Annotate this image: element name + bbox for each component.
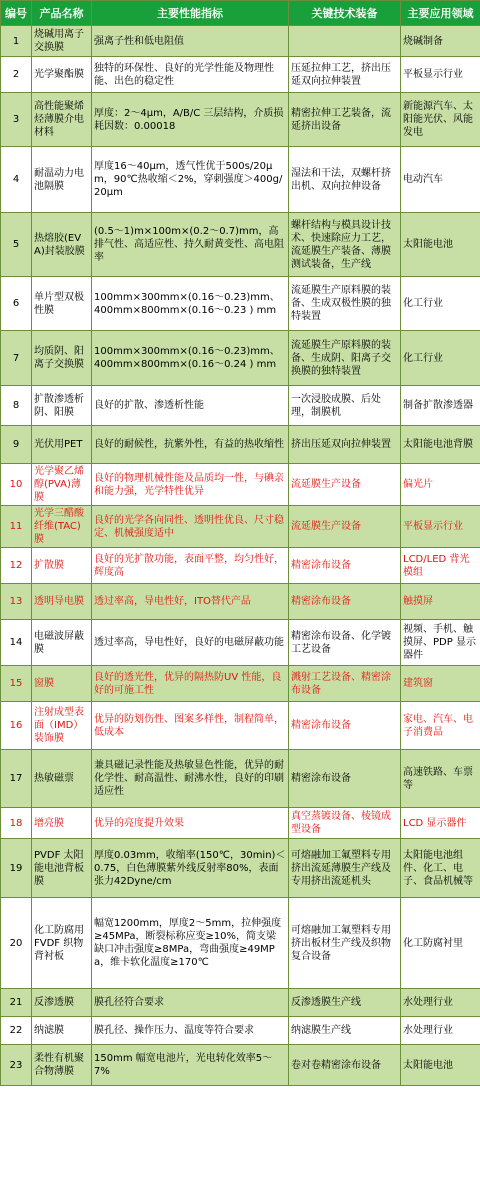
- table-header-row: [1, 1, 480, 26]
- cell-product-name: 光伏用PET: [32, 426, 92, 464]
- table-row: [1, 548, 480, 584]
- cell-performance: 良好的扩散、渗透析性能: [92, 386, 289, 426]
- cell-application: 烧碱制备: [401, 26, 480, 57]
- header-performance: 主要性能指标: [92, 1, 289, 26]
- cell-equipment: 一次浸胶成膜、后处理，制膜机: [289, 386, 401, 426]
- cell-application: 新能源汽车、太阳能光伏、风能发电: [401, 93, 480, 147]
- cell-performance: 100mm×300mm×(0.16～0.23)mm、400mm×800mm×(0.16～0.23 ) mm: [92, 277, 289, 331]
- table-row: [1, 93, 480, 147]
- cell-application: 化工防腐衬里: [401, 898, 480, 989]
- cell-product-name: 纳滤膜: [32, 1017, 92, 1045]
- table-row: [1, 666, 480, 702]
- cell-product-name: 电磁波屏蔽膜: [32, 620, 92, 666]
- cell-row-number: 12: [1, 548, 32, 584]
- cell-product-name: 高性能聚烯烃薄膜介电材料: [32, 93, 92, 147]
- cell-equipment: 纳滤膜生产线: [289, 1017, 401, 1045]
- cell-performance: 膜孔径符合要求: [92, 989, 289, 1017]
- table-row: [1, 277, 480, 331]
- cell-performance: 透过率高，导电性好，良好的电磁屏蔽功能: [92, 620, 289, 666]
- cell-equipment: 可熔融加工氟塑料专用挤出流延薄膜生产线及专用挤出流延机头: [289, 839, 401, 898]
- cell-row-number: 3: [1, 93, 32, 147]
- table-row: [1, 702, 480, 750]
- cell-row-number: 13: [1, 584, 32, 620]
- cell-row-number: 6: [1, 277, 32, 331]
- cell-performance: (0.5～1)m×100m×(0.2～0.7)mm，高排气性、高适应性、持久耐黄变性、高电阻率: [92, 213, 289, 277]
- cell-row-number: 5: [1, 213, 32, 277]
- cell-application: 制备扩散渗透器: [401, 386, 480, 426]
- cell-equipment: 反渗透膜生产线: [289, 989, 401, 1017]
- cell-application: 水处理行业: [401, 989, 480, 1017]
- cell-application: 家电、汽车、电子消费品: [401, 702, 480, 750]
- cell-equipment: 精密涂布设备: [289, 584, 401, 620]
- cell-equipment: 挤出压延双向拉伸装置: [289, 426, 401, 464]
- cell-product-name: 注射成型表面（IMD）装饰膜: [32, 702, 92, 750]
- cell-equipment: 湿法和干法，双螺杆挤出机、双向拉伸设备: [289, 147, 401, 213]
- cell-row-number: 8: [1, 386, 32, 426]
- cell-performance: 透过率高，导电性好，ITO替代产品: [92, 584, 289, 620]
- cell-row-number: 1: [1, 26, 32, 57]
- cell-product-name: PVDF 太阳能电池背板膜: [32, 839, 92, 898]
- cell-performance: 厚度0.03mm，收缩率(150℃，30min)＜0.75，白色薄膜紫外线反射率80%，表面张力42Dyne/cm: [92, 839, 289, 898]
- cell-application: 高速铁路、车票等: [401, 750, 480, 808]
- cell-application: 视频、手机、触摸屏、PDP 显示器件: [401, 620, 480, 666]
- table-row: [1, 464, 480, 506]
- table-row: [1, 620, 480, 666]
- cell-performance: 良好的光扩散功能，表面平整，均匀性好，辉度高: [92, 548, 289, 584]
- cell-row-number: 19: [1, 839, 32, 898]
- cell-row-number: 4: [1, 147, 32, 213]
- cell-application: 太阳能电池: [401, 1045, 480, 1086]
- cell-equipment: 可熔融加工氟塑料专用挤出板材生产线及织物复合设备: [289, 898, 401, 989]
- table-row: [1, 57, 480, 93]
- cell-equipment: [289, 26, 401, 57]
- cell-row-number: 15: [1, 666, 32, 702]
- cell-product-name: 光学三醋酸纤维(TAC)膜: [32, 506, 92, 548]
- cell-product-name: 扩散渗透析阴、阳膜: [32, 386, 92, 426]
- cell-performance: 强离子性和低电阻值: [92, 26, 289, 57]
- cell-application: 电动汽车: [401, 147, 480, 213]
- table-row: [1, 386, 480, 426]
- cell-product-name: 扩散膜: [32, 548, 92, 584]
- cell-product-name: 均质阴、阳离子交换膜: [32, 331, 92, 386]
- header-number: 编号: [1, 1, 32, 26]
- cell-product-name: 热熔胶(EVA)封装胶膜: [32, 213, 92, 277]
- cell-application: 触摸屏: [401, 584, 480, 620]
- cell-equipment: 流延膜生产设备: [289, 464, 401, 506]
- cell-equipment: 卷对卷精密涂布设备: [289, 1045, 401, 1086]
- table-row: [1, 147, 480, 213]
- cell-row-number: 21: [1, 989, 32, 1017]
- cell-equipment: 流延膜生产原料膜的装备、生成阴、阳离子交换膜的独特装置: [289, 331, 401, 386]
- cell-application: 建筑窗: [401, 666, 480, 702]
- cell-product-name: 化工防腐用 FVDF 织物背衬板: [32, 898, 92, 989]
- cell-performance: 幅宽1200mm，厚度2～5mm，拉伸强度≥45MPa，断裂标称应变≥10%，简支梁缺口冲击强度≥8MPa，弯曲强度≥49MPa，维卡软化温度≥170℃: [92, 898, 289, 989]
- header-equipment: 关键技术装备: [289, 1, 401, 26]
- cell-equipment: 螺杆结构与模具设计技术、快速除应力工艺，流延膜生产装备、薄膜测试装备，生产线: [289, 213, 401, 277]
- cell-application: LCD/LED 背光模组: [401, 548, 480, 584]
- table-row: [1, 26, 480, 57]
- cell-performance: 膜孔径、操作压力、温度等符合要求: [92, 1017, 289, 1045]
- cell-row-number: 23: [1, 1045, 32, 1086]
- cell-product-name: 增亮膜: [32, 808, 92, 839]
- cell-equipment: 精密涂布设备: [289, 750, 401, 808]
- table-row: [1, 839, 480, 898]
- cell-product-name: 热敏磁票: [32, 750, 92, 808]
- cell-performance: 150mm 幅宽电池片，光电转化效率5～7%: [92, 1045, 289, 1086]
- cell-equipment: 精密涂布设备、化学镀工艺设备: [289, 620, 401, 666]
- table-row: [1, 506, 480, 548]
- cell-row-number: 7: [1, 331, 32, 386]
- cell-row-number: 17: [1, 750, 32, 808]
- cell-product-name: 反渗透膜: [32, 989, 92, 1017]
- table-row: [1, 989, 480, 1017]
- cell-product-name: 光学聚乙烯醇(PVA)薄膜: [32, 464, 92, 506]
- table-body: [1, 26, 480, 1086]
- cell-equipment: 流延膜生产原料膜的装备、生成双极性膜的独特装置: [289, 277, 401, 331]
- cell-performance: 优异的防划伤性、图案多样性，制程简单，低成本: [92, 702, 289, 750]
- cell-row-number: 2: [1, 57, 32, 93]
- cell-product-name: 光学聚酯膜: [32, 57, 92, 93]
- cell-row-number: 16: [1, 702, 32, 750]
- cell-equipment: 溅射工艺设备、精密涂布设备: [289, 666, 401, 702]
- cell-performance: 厚度：2～4μm，A/B/C 三层结构，介质损耗因数：0.00018: [92, 93, 289, 147]
- cell-equipment: 压延拉伸工艺，挤出压延双向拉伸装置: [289, 57, 401, 93]
- cell-application: 水处理行业: [401, 1017, 480, 1045]
- cell-equipment: 真空蒸镀设备、棱镜成型设备: [289, 808, 401, 839]
- cell-product-name: 窗膜: [32, 666, 92, 702]
- cell-performance: 厚度16～40μm，透气性优于500s/20μm，90℃热收缩＜2%，穿刺强度＞400g/20μm: [92, 147, 289, 213]
- table-row: [1, 213, 480, 277]
- cell-row-number: 22: [1, 1017, 32, 1045]
- table-row: [1, 1017, 480, 1045]
- table-row: [1, 426, 480, 464]
- cell-application: 太阳能电池背膜: [401, 426, 480, 464]
- cell-application: 太阳能电池组件、化工、电子、食品机械等: [401, 839, 480, 898]
- cell-performance: 良好的透光性，优异的隔热防UV 性能，良好的可施工性: [92, 666, 289, 702]
- cell-application: 太阳能电池: [401, 213, 480, 277]
- cell-product-name: 单片型双极性膜: [32, 277, 92, 331]
- cell-performance: 优异的亮度提升效果: [92, 808, 289, 839]
- cell-performance: 兼具磁记录性能及热敏显色性能，优异的耐化学性、耐高温性、耐沸水性，良好的印刷适应性: [92, 750, 289, 808]
- cell-application: 平板显示行业: [401, 57, 480, 93]
- cell-equipment: 精密涂布设备: [289, 548, 401, 584]
- cell-row-number: 14: [1, 620, 32, 666]
- cell-performance: 良好的耐候性，抗紫外性，有益的热收缩性: [92, 426, 289, 464]
- cell-row-number: 9: [1, 426, 32, 464]
- cell-application: 化工行业: [401, 277, 480, 331]
- cell-performance: 良好的光学各向同性、透明性优良、尺寸稳定、机械强度适中: [92, 506, 289, 548]
- table-row: [1, 331, 480, 386]
- cell-equipment: 精密涂布设备: [289, 702, 401, 750]
- cell-product-name: 耐温动力电池隔膜: [32, 147, 92, 213]
- cell-performance: 100mm×300mm×(0.16～0.23)mm、400mm×800mm×(0.16～0.24 ) mm: [92, 331, 289, 386]
- cell-row-number: 10: [1, 464, 32, 506]
- table-row: [1, 750, 480, 808]
- header-application: 主要应用领域: [401, 1, 480, 26]
- cell-performance: 良好的物理机械性能及品质均一性，与碘亲和能力强，光学特性优异: [92, 464, 289, 506]
- header-product-name: 产品名称: [32, 1, 92, 26]
- cell-application: 偏光片: [401, 464, 480, 506]
- cell-application: LCD 显示器件: [401, 808, 480, 839]
- cell-row-number: 18: [1, 808, 32, 839]
- cell-application: 化工行业: [401, 331, 480, 386]
- cell-row-number: 20: [1, 898, 32, 989]
- cell-equipment: 精密拉伸工艺装备，流延挤出设备: [289, 93, 401, 147]
- cell-performance: 独特的环保性、良好的光学性能及物理性能、出色的稳定性: [92, 57, 289, 93]
- table-row: [1, 808, 480, 839]
- cell-product-name: 烧碱用离子交换膜: [32, 26, 92, 57]
- cell-product-name: 柔性有机聚合物薄膜: [32, 1045, 92, 1086]
- table-row: [1, 1045, 480, 1086]
- cell-product-name: 透明导电膜: [32, 584, 92, 620]
- cell-row-number: 11: [1, 506, 32, 548]
- table-row: [1, 898, 480, 989]
- cell-application: 平板显示行业: [401, 506, 480, 548]
- cell-equipment: 流延膜生产设备: [289, 506, 401, 548]
- table-row: [1, 584, 480, 620]
